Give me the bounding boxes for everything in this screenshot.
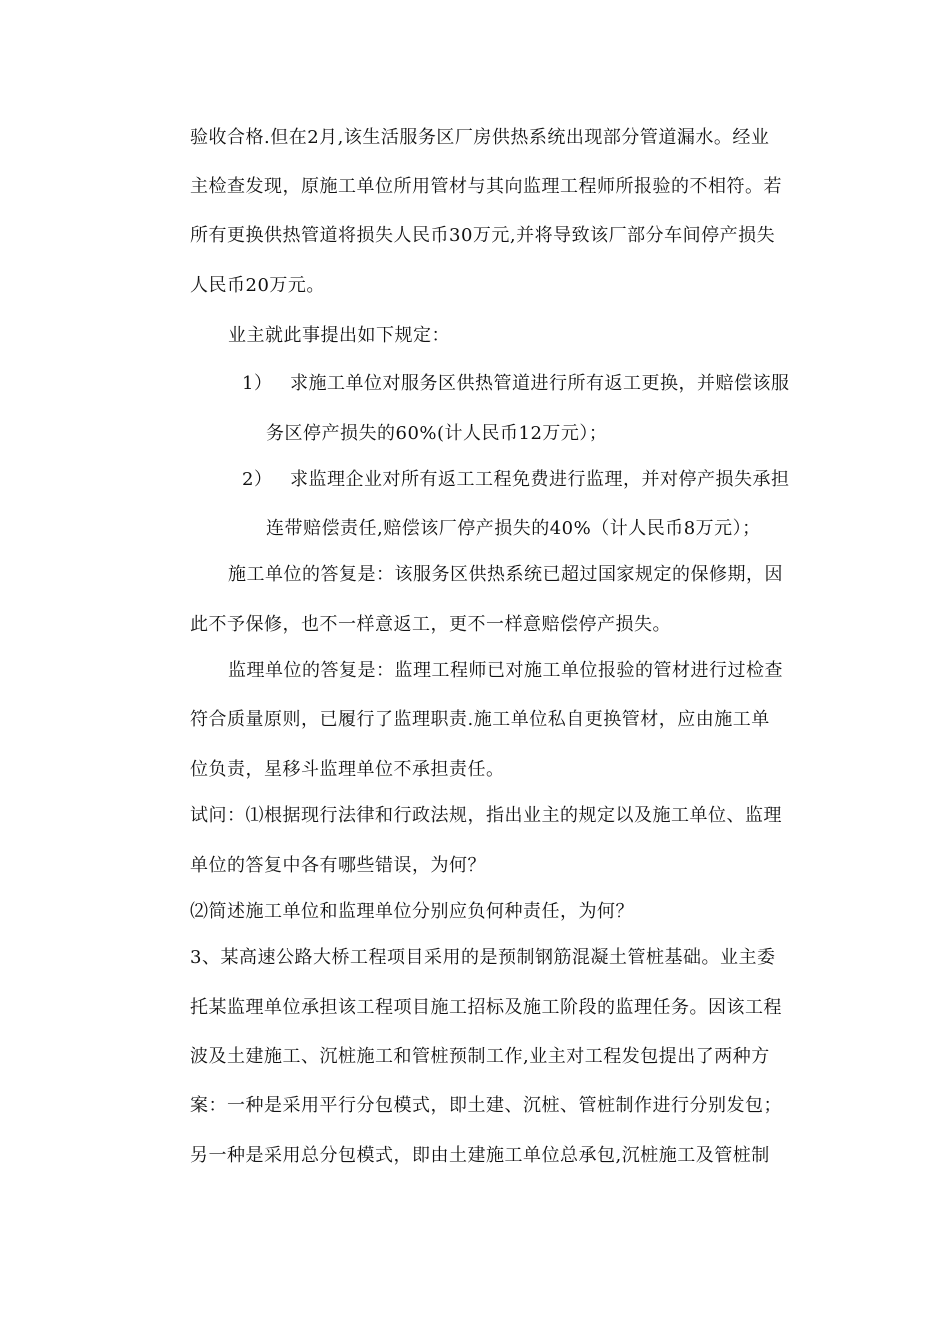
text-line: 3、某高速公路大桥工程项目采用的是预制钢筋混凝土管桩基础。业主委 — [190, 947, 776, 968]
text-line: 托某监理单位承担该工程项目施工招标及施工阶段的监理任务。因该工程 — [190, 997, 782, 1018]
text-line: 求施工单位对服务区供热管道进行所有返工更换，并赔偿该服 — [290, 373, 790, 394]
text-line: 此不予保修，也不一样意返工，更不一样意赔偿停产损失。 — [190, 614, 671, 635]
text-line: 案：一种是采用平行分包模式，即土建、沉桩、管桩制作进行分别发包； — [190, 1095, 782, 1116]
text-line: 另一种是采用总分包模式，即由土建施工单位总承包,沉桩施工及管桩制 — [190, 1145, 770, 1166]
list-number: 1） — [242, 373, 273, 394]
text-line: 主检查发现，原施工单位所用管材与其向监理工程师所报验的不相符。若 — [190, 176, 782, 197]
text-line: 位负责，星移斗监理单位不承担责任。 — [190, 759, 505, 780]
text-line: 求监理企业对所有返工工程免费进行监理，并对停产损失承担 — [290, 469, 790, 490]
text-line: 试问：⑴根据现行法律和行政法规，指出业主的规定以及施工单位、监理 — [190, 805, 782, 826]
text-line: 验收合格.但在2月,该生活服务区厂房供热系统出现部分管道漏水。经业 — [190, 127, 770, 148]
text-line: ⑵简述施工单位和监理单位分别应负何种责任，为何？ — [190, 901, 634, 922]
text-line: 符合质量原则，已履行了监理职责.施工单位私自更换管材，应由施工单 — [190, 709, 770, 730]
text-line: 施工单位的答复是：该服务区供热系统已超过国家规定的保修期，因 — [228, 564, 783, 585]
text-line: 单位的答复中各有哪些错误，为何？ — [190, 855, 486, 876]
text-line: 务区停产损失的60%(计人民币12万元）； — [266, 423, 608, 444]
text-line: 连带赔偿责任,赔偿该厂停产损失的40%（计人民币8万元）； — [266, 518, 761, 539]
list-number: 2） — [242, 469, 273, 490]
text-line: 所有更换供热管道将损失人民币30万元,并将导致该厂部分车间停产损失 — [190, 225, 776, 246]
text-line: 监理单位的答复是：监理工程师已对施工单位报验的管材进行过检查 — [228, 660, 783, 681]
text-line: 波及土建施工、沉桩施工和管桩预制工作,业主对工程发包提出了两种方 — [190, 1046, 770, 1067]
text-line: 业主就此事提出如下规定： — [228, 325, 450, 346]
text-line: 人民币20万元。 — [190, 275, 325, 296]
